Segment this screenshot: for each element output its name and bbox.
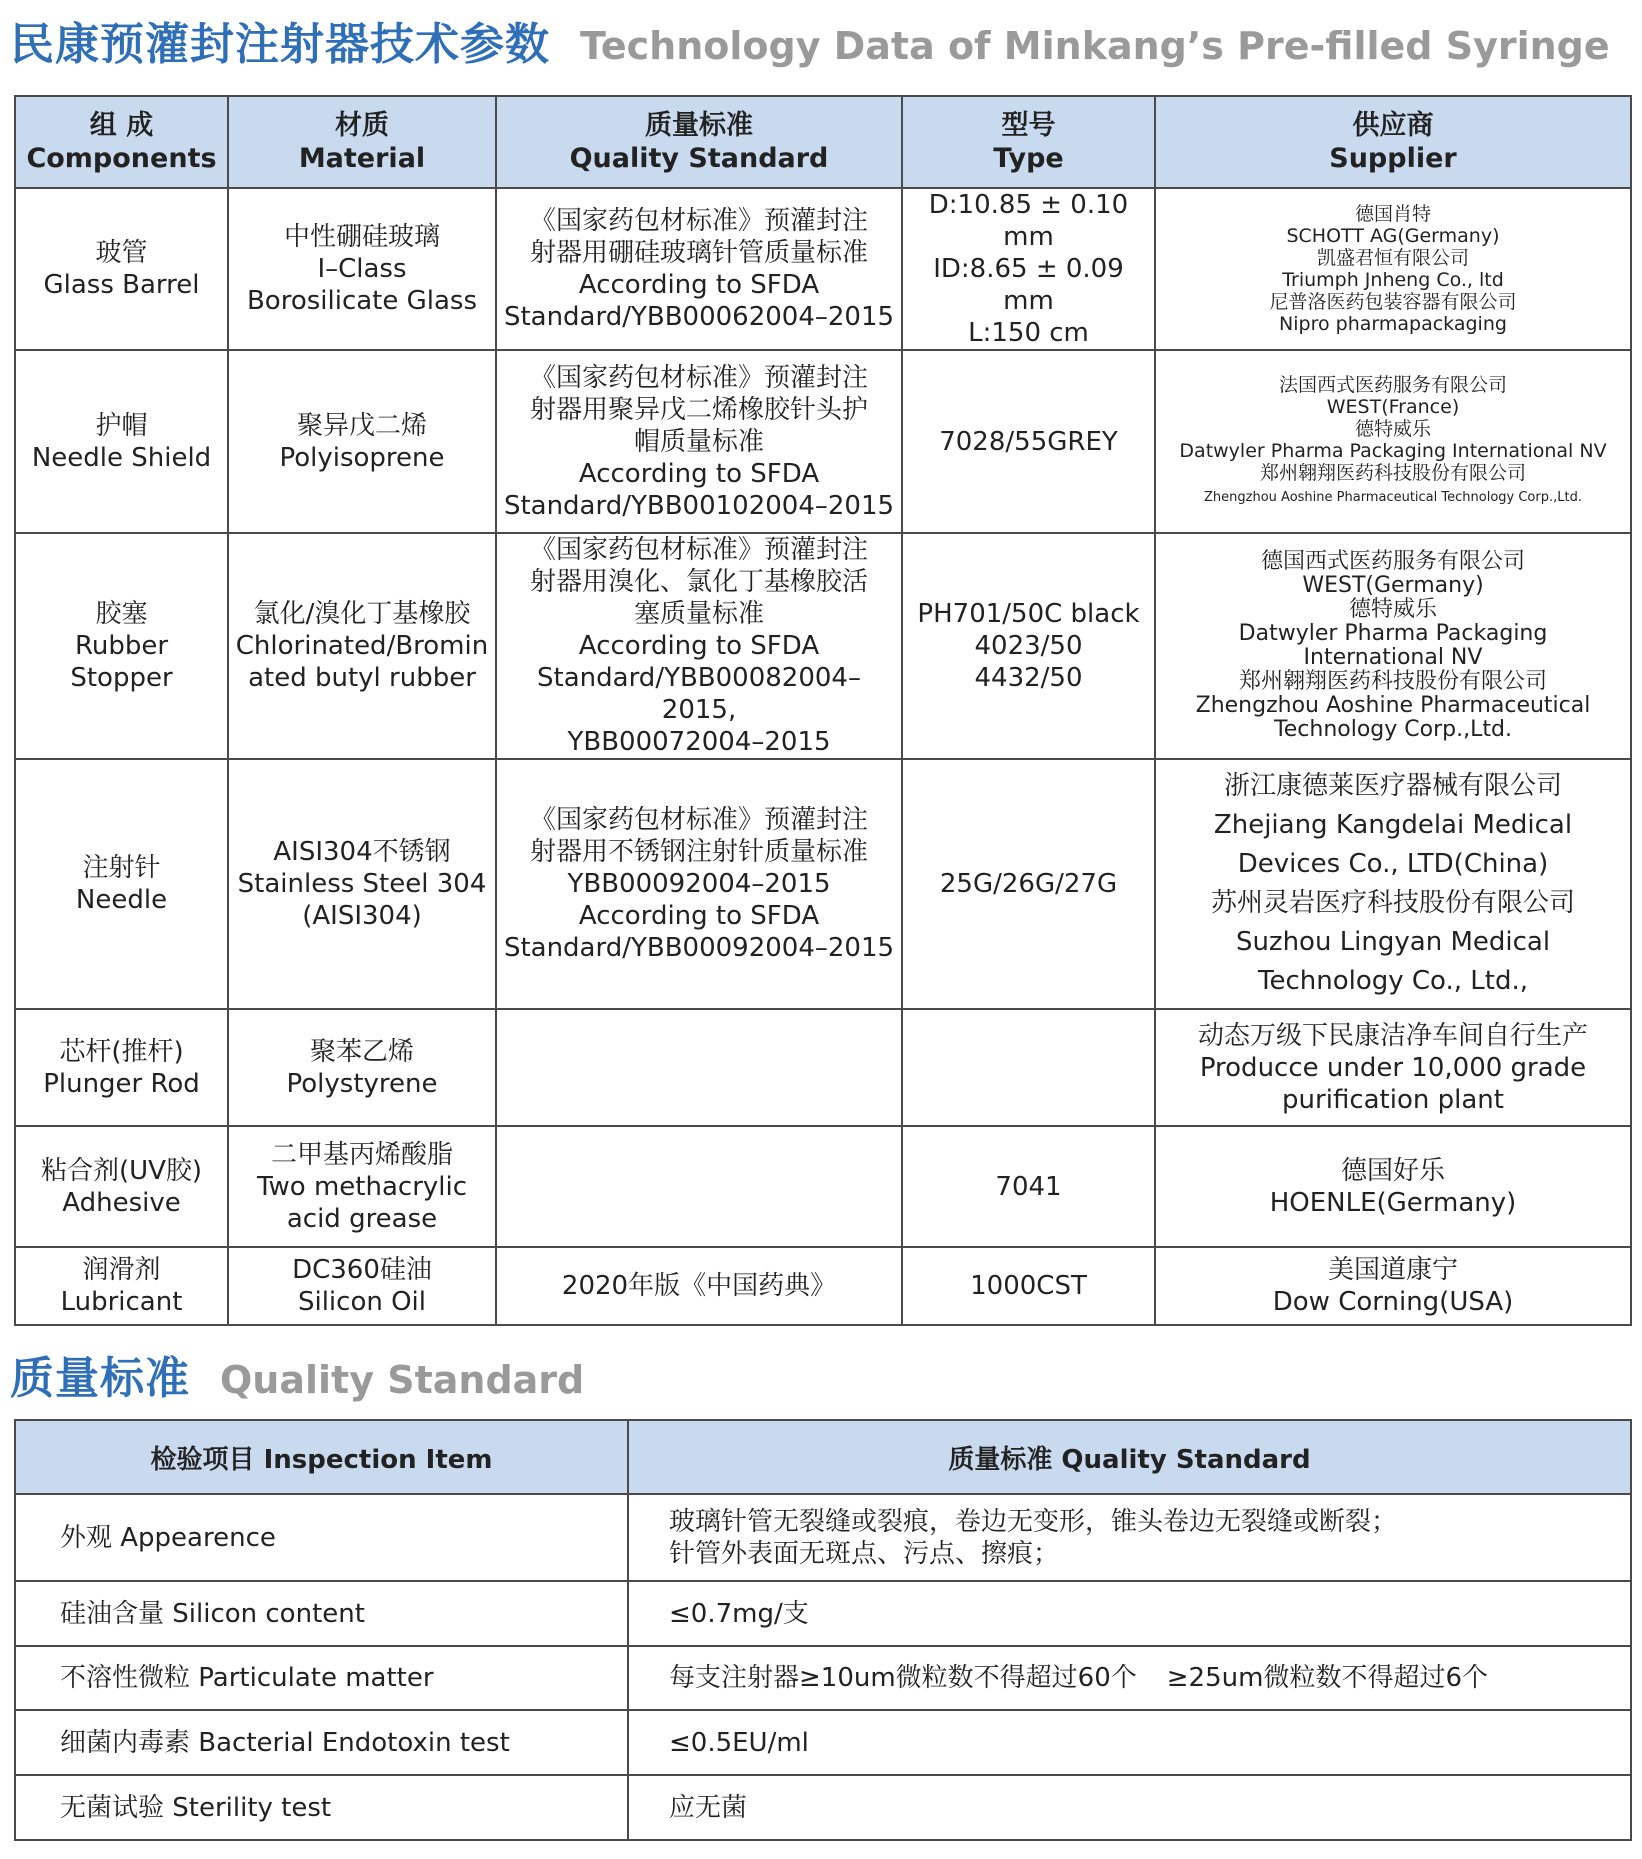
- cell-quality-standard: 每支注射器≥10um微粒数不得超过60个 ≥25um微粒数不得超过6个: [628, 1646, 1631, 1710]
- cell-type: 7041: [902, 1126, 1155, 1247]
- table-row: [15, 1710, 1631, 1775]
- table-row: [15, 188, 1631, 350]
- cell-supplier: 德国西式医药服务有限公司 WEST(Germany) 德特威乐 Datwyler Pharma Packaging International NV 郑州翱翔医药科技股份有限公司 Zhengzhou Aoshine Pharmaceutical Technology Corp.,Ltd.: [1155, 533, 1631, 759]
- cell-type: PH701/50C black 4023/50 4432/50: [902, 533, 1155, 759]
- table-row: [15, 759, 1631, 1009]
- cell-material: AISI304不锈钢 Stainless Steel 304 (AISI304): [228, 759, 496, 1009]
- cell-standard: [496, 1009, 902, 1126]
- cell-quality-standard: 玻璃针管无裂缝或裂痕，卷边无变形，锥头卷边无裂缝或断裂； 针管外表面无斑点、污点、擦痕；: [628, 1494, 1631, 1581]
- table-row: [15, 1247, 1631, 1325]
- cell-inspection-item: 外观 Appearence: [15, 1494, 628, 1581]
- cell-inspection-item: 细菌内毒素 Bacterial Endotoxin test: [15, 1710, 628, 1775]
- title-english: Technology Data of Minkang’s Pre-filled Syringe: [580, 24, 1610, 68]
- table-row: [15, 1646, 1631, 1710]
- cell-material: 二甲基丙烯酸脂 Two methacrylic acid grease: [228, 1126, 496, 1247]
- table-row: [15, 1581, 1631, 1646]
- title-chinese: 民康预灌封注射器技术参数: [10, 19, 550, 70]
- col-header-quality-standard: 质量标准 Quality Standard: [628, 1420, 1631, 1494]
- cell-material: 聚苯乙烯 Polystyrene: [228, 1009, 496, 1126]
- cell-component: 芯杆(推杆) Plunger Rod: [15, 1009, 228, 1126]
- quality-title-english: Quality Standard: [220, 1358, 585, 1402]
- col-header-components: 组 成 Components: [15, 96, 228, 188]
- table-row: [15, 1775, 1631, 1840]
- cell-supplier: 德国肖特 SCHOTT AG(Germany) 凯盛君恒有限公司 Triumph Jnheng Co., ltd 尼普洛医药包装容器有限公司 Nipro pharmapackaging: [1155, 188, 1631, 350]
- col-header-inspection-item: 检验项目 Inspection Item: [15, 1420, 628, 1494]
- cell-component: 粘合剂(UV胶) Adhesive: [15, 1126, 228, 1247]
- cell-material: 聚异戊二烯 Polyisoprene: [228, 350, 496, 533]
- section-title-quality: [10, 1342, 584, 1406]
- col-header-supplier: 供应商 Supplier: [1155, 96, 1631, 188]
- cell-quality-standard: ≤0.7mg/支: [628, 1581, 1631, 1646]
- cell-component: 护帽 Needle Shield: [15, 350, 228, 533]
- cell-type: 1000CST: [902, 1247, 1155, 1325]
- cell-material: 氯化/溴化丁基橡胶 Chlorinated/Bromin ated butyl rubber: [228, 533, 496, 759]
- cell-standard: 《国家药包材标准》预灌封注 射器用聚异戊二烯橡胶针头护 帽质量标准 According to SFDA Standard/YBB00102004–2015: [496, 350, 902, 533]
- cell-supplier: 美国道康宁 Dow Corning(USA): [1155, 1247, 1631, 1325]
- cell-component: 玻管 Glass Barrel: [15, 188, 228, 350]
- table-row: [15, 1009, 1631, 1126]
- technology-data-table: [14, 95, 1632, 1326]
- cell-component: 注射针 Needle: [15, 759, 228, 1009]
- cell-supplier: 法国西式医药服务有限公司 WEST(France) 德特威乐 Datwyler Pharma Packaging International NV 郑州翱翔医药科技股份有限公司 Zhengzhou Aoshine Pharmaceutical Technology Corp.,Ltd.: [1155, 350, 1631, 533]
- table-header-row: [15, 96, 1631, 188]
- cell-inspection-item: 不溶性微粒 Particulate matter: [15, 1646, 628, 1710]
- table-row: [15, 533, 1631, 759]
- table-row: [15, 350, 1631, 533]
- cell-type: D:10.85 ± 0.10 mm ID:8.65 ± 0.09 mm L:150 cm: [902, 188, 1155, 350]
- cell-component: 润滑剂 Lubricant: [15, 1247, 228, 1325]
- cell-inspection-item: 无菌试验 Sterility test: [15, 1775, 628, 1840]
- cell-type: 7028/55GREY: [902, 350, 1155, 533]
- table-header-row: [15, 1420, 1631, 1494]
- cell-supplier: 动态万级下民康洁净车间自行生产 Producce under 10,000 grade purification plant: [1155, 1009, 1631, 1126]
- cell-type: 25G/26G/27G: [902, 759, 1155, 1009]
- col-header-material: 材质 Material: [228, 96, 496, 188]
- cell-quality-standard: ≤0.5EU/ml: [628, 1710, 1631, 1775]
- cell-quality-standard: 应无菌: [628, 1775, 1631, 1840]
- table-row: [15, 1126, 1631, 1247]
- cell-component: 胶塞 Rubber Stopper: [15, 533, 228, 759]
- cell-standard: 《国家药包材标准》预灌封注 射器用硼硅玻璃针管质量标准 According to SFDA Standard/YBB00062004–2015: [496, 188, 902, 350]
- cell-supplier: 浙江康德莱医疗器械有限公司 Zhejiang Kangdelai Medical Devices Co., LTD(China) 苏州灵岩医疗科技股份有限公司 Suzhou Lingyan Medical Technology Co., Ltd.,: [1155, 759, 1631, 1009]
- cell-material: 中性硼硅玻璃 I–Class Borosilicate Glass: [228, 188, 496, 350]
- cell-supplier: 德国好乐 HOENLE(Germany): [1155, 1126, 1631, 1247]
- page-title: [10, 8, 1610, 72]
- cell-material: DC360硅油 Silicon Oil: [228, 1247, 496, 1325]
- cell-standard: 2020年版《中国药典》: [496, 1247, 902, 1325]
- cell-inspection-item: 硅油含量 Silicon content: [15, 1581, 628, 1646]
- quality-standard-table: [14, 1419, 1632, 1841]
- quality-title-chinese: 质量标准: [10, 1353, 190, 1404]
- col-header-quality-standard: 质量标准 Quality Standard: [496, 96, 902, 188]
- table-row: [15, 1494, 1631, 1581]
- cell-standard: 《国家药包材标准》预灌封注 射器用溴化、氯化丁基橡胶活 塞质量标准 According to SFDA Standard/YBB00082004–2015, YBB00072004–2015: [496, 533, 902, 759]
- cell-standard: [496, 1126, 902, 1247]
- col-header-type: 型号 Type: [902, 96, 1155, 188]
- cell-standard: 《国家药包材标准》预灌封注 射器用不锈钢注射针质量标准 YBB00092004–2015 According to SFDA Standard/YBB00092004–2015: [496, 759, 902, 1009]
- cell-type: [902, 1009, 1155, 1126]
